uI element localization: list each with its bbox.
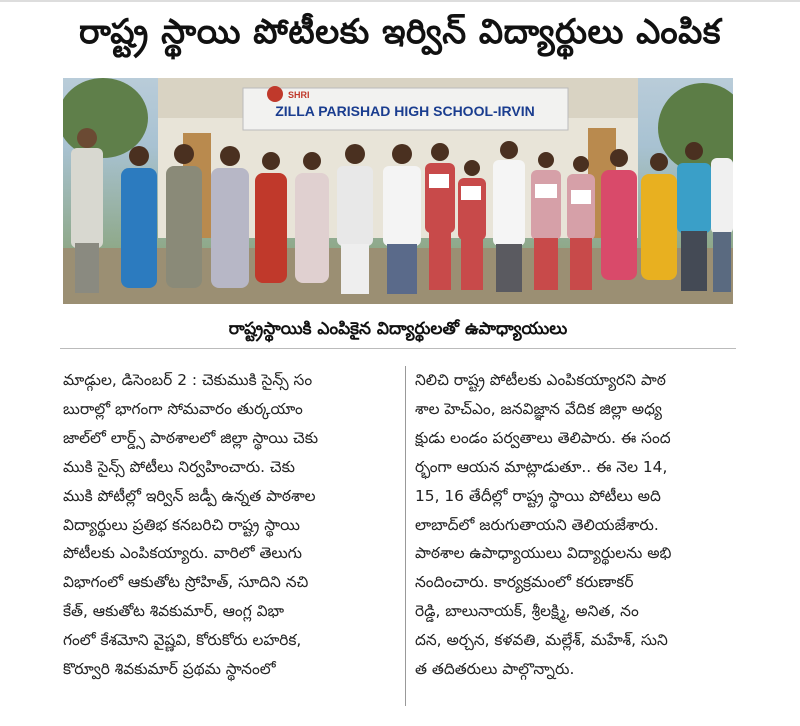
article-line: త తదితరులు పాల్గొన్నారు.	[415, 660, 575, 679]
article-column-right	[415, 366, 750, 684]
school-sign-text: ZILLA PARISHAD HIGH SCHOOL-IRVIN	[275, 103, 535, 119]
top-rule	[0, 0, 800, 2]
sign-logo-text: SHRI	[288, 90, 310, 100]
article-line: కేత్, ఆకుతోట శివకుమార్, ఆంగ్ల విభా	[63, 602, 285, 621]
article-line: జాల్‌లో లార్డ్స్ పాఠశాలలో జిల్లా స్థాయి చెకు	[63, 428, 319, 447]
article-line: పోటీలకు ఎంపికయ్యారు. వారిలో తెలుగు	[63, 544, 302, 563]
tree-left	[63, 78, 148, 158]
article-line: బురాల్లో భాగంగా సోమవారం తుర్కయాం	[63, 399, 303, 418]
article-line: విద్యార్థులు ప్రతిభ కనబరిచి రాష్ట్ర స్థాయి	[63, 515, 300, 534]
article-line: 15, 16 తేదీల్లో రాష్ట్ర స్థాయి పోటీలు అది	[415, 486, 661, 505]
article-line: ముకి సైన్స్ పోటీలు నిర్వహించారు. చెకు	[63, 457, 295, 476]
article-line: దన, అర్చన, కళవతి, మల్లేశ్, మహేశ్, సుని	[415, 631, 668, 650]
news-photo	[63, 78, 733, 304]
article-line: క్షుడు లండం పర్వతాలు తెలిపారు. ఈ సంద	[415, 428, 671, 447]
group-photo-illustration	[63, 78, 733, 304]
article-column-left	[63, 366, 398, 684]
article-line: విభాగంలో ఆకుతోట స్రోహిత్, సూదిని నచి	[63, 573, 309, 592]
article-line: ర్భంగా ఆయన మాట్లాడుతూ.. ఈ నెల 14,	[415, 457, 668, 476]
article-line: గంలో కేశమోని వైష్ణవి, కోరుకోరు లహరిక,	[63, 631, 302, 650]
column-divider	[405, 366, 406, 706]
article-line: లాబాద్‌లో జరుగుతాయని తెలియజేశారు.	[415, 515, 659, 534]
headline: రాష్ట్ర స్థాయి పోటీలకు ఇర్విన్ విద్యార్థులు ఎంపిక	[78, 12, 722, 52]
article-line: మాడ్గుల, డిసెంబర్ 2 : చెకుముకి సైన్స్ సం	[63, 371, 313, 389]
article-line: పాఠశాల ఉపాధ్యాయులు విద్యార్థులను అభి	[415, 544, 672, 563]
article-line: నిలిచి రాష్ట్ర పోటీలకు ఎంపికయ్యారని పాఠ	[415, 371, 666, 389]
article-line: కొర్వూరి శివకుమార్ ప్రథమ స్థానంలో	[63, 660, 276, 679]
article-line: శాల హెచ్ఎం, జనవిజ్ఞాన వేదిక జిల్లా అధ్య	[415, 399, 662, 418]
article-line: నందించారు. కార్యక్రమంలో కరుణాకర్	[415, 573, 634, 592]
article-line: ముకి పోటీల్లో ఇర్విన్ జడ్పీ ఉన్నత పాఠశాల	[63, 486, 316, 505]
photo-caption: రాష్ట్రస్థాయికి ఎంపికైన విద్యార్థులతో ఉపాధ్యాయులు	[60, 314, 736, 349]
sign-logo-mark	[267, 86, 283, 102]
article-line: రెడ్డి, బాలునాయక్, శ్రీలక్ష్మి, అనిత, నం	[415, 602, 639, 621]
